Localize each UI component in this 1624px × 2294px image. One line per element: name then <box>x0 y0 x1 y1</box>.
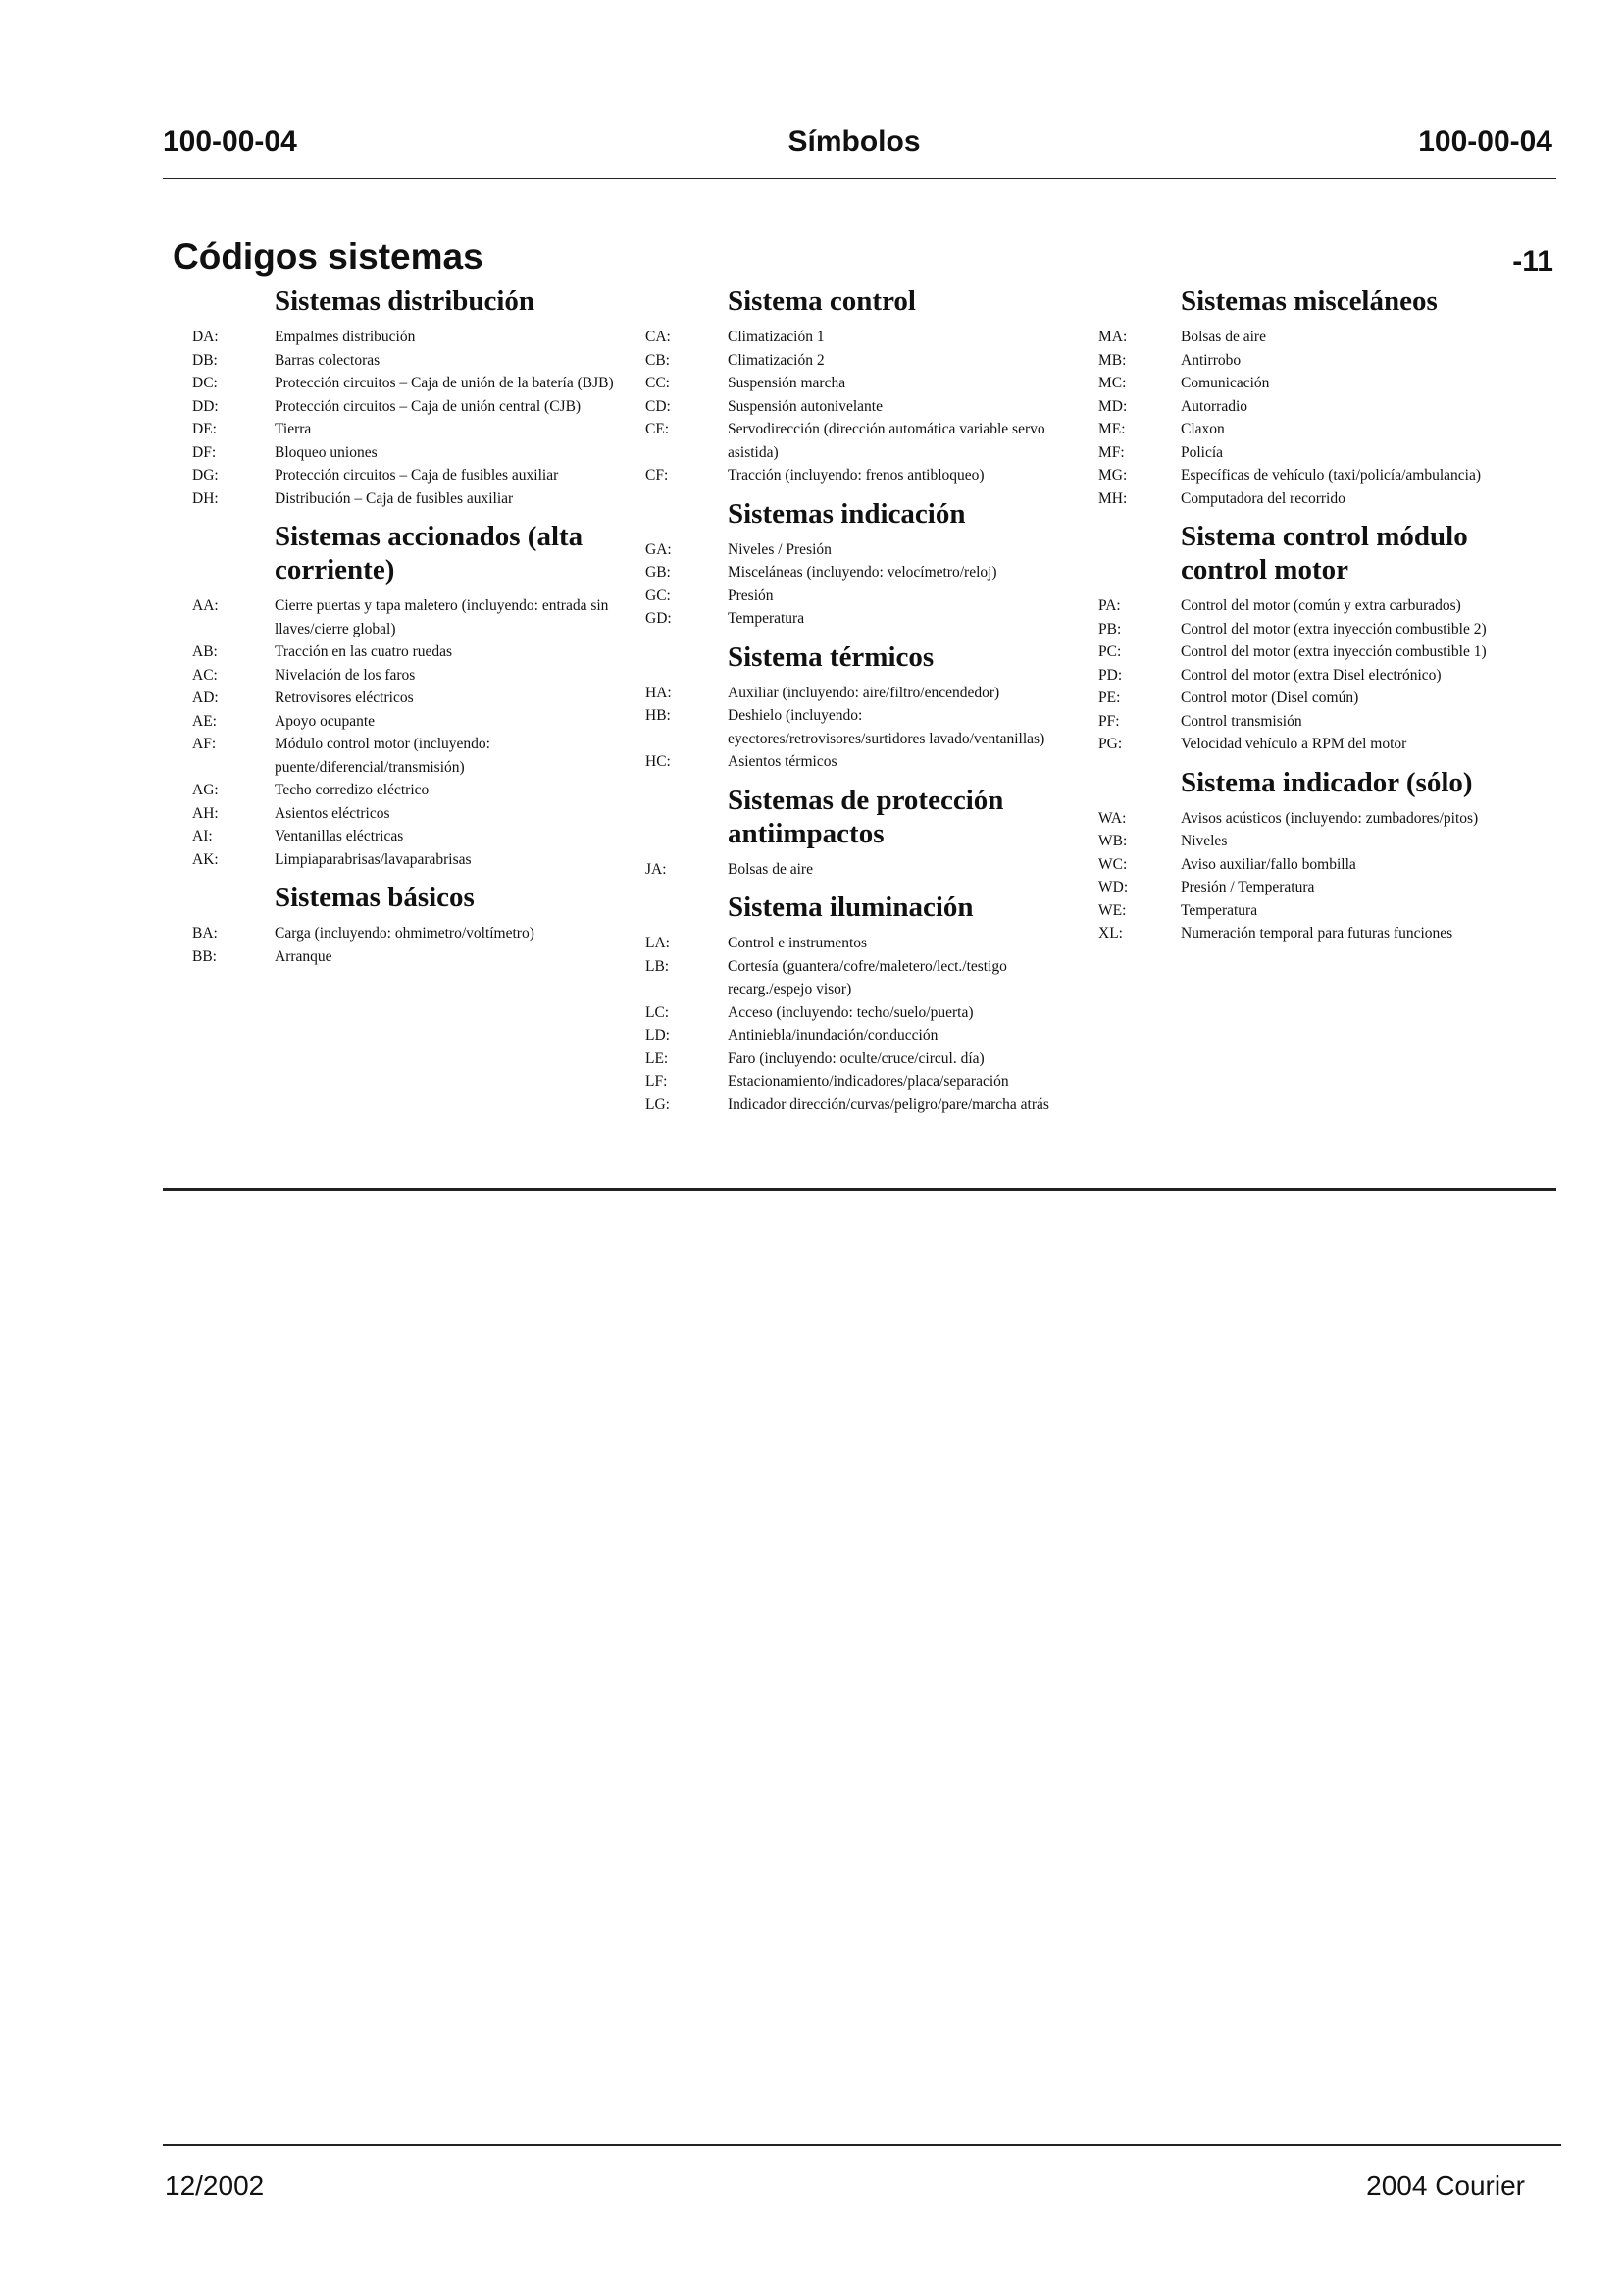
group-title: Sistema indicador (sólo) <box>1181 766 1473 798</box>
entry-description: Niveles / Presión <box>728 540 832 558</box>
entry-description: Antirrobo <box>1181 351 1242 369</box>
code-entry <box>645 395 1057 419</box>
entry-description: Techo corredizo eléctrico <box>275 782 430 798</box>
entry-description: Barras colectoras <box>275 351 381 369</box>
entry-code: GC: <box>645 586 671 604</box>
entry-code: DB: <box>192 351 218 369</box>
code-entry <box>645 561 1057 585</box>
entry-description: Policía <box>1181 443 1224 461</box>
group-title: Sistemas accionados (alta corriente) <box>275 521 584 586</box>
entry-code: MG: <box>1098 467 1128 484</box>
entry-description: Avisos acústicos (incluyendo: zumbadores/pitos) <box>1181 809 1479 827</box>
group-title: Sistemas misceláneos <box>1181 285 1438 317</box>
entry-description: Misceláneas (incluyendo: velocímetro/reloj) <box>728 564 997 581</box>
code-entry <box>192 848 624 872</box>
entry-description: Distribución – Caja de fusibles auxiliar <box>275 489 514 507</box>
entry-description: Acceso (incluyendo: techo/suelo/puerta) <box>728 1003 974 1021</box>
entry-code: LC: <box>645 1003 670 1021</box>
entry-description: Velocidad vehículo a RPM del motor <box>1181 736 1407 752</box>
entry-code: JA: <box>645 860 667 878</box>
code-entry <box>645 1070 1057 1094</box>
code-group <box>192 284 624 510</box>
entry-code: CA: <box>645 329 671 345</box>
header-page-code-left: 100-00-04 <box>163 126 297 158</box>
entry-code: WC: <box>1098 855 1128 873</box>
entry-description: Temperatura <box>1181 901 1258 919</box>
entry-code: LB: <box>645 957 670 975</box>
entry-description: Auxiliar (incluyendo: aire/filtro/encendedor) <box>728 684 1000 701</box>
entry-description: Presión <box>728 586 774 604</box>
code-entry <box>1098 441 1530 465</box>
code-entry <box>645 372 1057 395</box>
entry-description: Cierre puertas y tapa maletero (incluyendo: entrada sin llaves/cierre global) <box>275 597 609 637</box>
code-entry <box>1098 899 1530 923</box>
entry-code: DG: <box>192 467 219 484</box>
entry-code: AE: <box>192 712 217 730</box>
entry-description: Bolsas de aire <box>728 860 813 878</box>
code-group <box>645 640 1057 774</box>
footer-model: 2004 Courier <box>1366 2170 1525 2201</box>
code-entry <box>1098 594 1530 618</box>
code-entry <box>1098 922 1530 945</box>
code-entry <box>645 464 1057 487</box>
entry-code: ME: <box>1098 421 1126 437</box>
entry-code: AD: <box>192 689 219 706</box>
entry-code: WE: <box>1098 901 1127 919</box>
entry-code: CC: <box>645 375 670 391</box>
entry-description: Autorradio <box>1181 397 1248 415</box>
entry-code: DE: <box>192 421 217 437</box>
code-entry <box>1098 372 1530 395</box>
code-entry <box>645 682 1057 705</box>
entry-description: Climatización 1 <box>728 329 825 345</box>
code-entry <box>1098 349 1530 373</box>
code-entry <box>192 349 624 373</box>
group-title: Sistema térmicos <box>728 640 935 673</box>
entry-description: Bloqueo uniones <box>275 443 378 461</box>
entry-description: Asientos eléctricos <box>275 804 390 822</box>
code-entry <box>645 538 1057 562</box>
header-title: Símbolos <box>787 126 921 158</box>
code-entry <box>192 640 624 664</box>
code-entry <box>1098 418 1530 441</box>
entry-description: Aviso auxiliar/fallo bombilla <box>1181 855 1356 873</box>
code-entry <box>1098 487 1530 511</box>
entry-description: Faro (incluyendo: oculte/cruce/circul. día) <box>728 1049 985 1067</box>
group-title: Sistema iluminación <box>728 892 974 923</box>
section-title: Códigos sistemas <box>173 236 483 277</box>
entry-code: CF: <box>645 467 669 484</box>
code-group <box>192 520 624 871</box>
entry-code: CE: <box>645 421 670 437</box>
entry-code: PF: <box>1098 712 1120 730</box>
code-group <box>1098 766 1530 945</box>
entry-description: Protección circuitos – Caja de unión central (CJB) <box>275 397 582 415</box>
entry-code: MF: <box>1098 443 1125 461</box>
entry-description: Tracción (incluyendo: frenos antibloqueo) <box>728 467 985 484</box>
column-3 <box>1098 284 1530 955</box>
entry-description: Control e instrumentos <box>728 935 868 951</box>
entry-code: MA: <box>1098 329 1128 345</box>
entry-code: PC: <box>1098 643 1122 660</box>
code-entry <box>645 1047 1057 1071</box>
code-entry <box>645 418 1057 464</box>
entry-description: Servodirección (dirección automática variable servo asistida) <box>728 421 1045 461</box>
code-entry <box>645 1094 1057 1117</box>
group-title: Sistemas básicos <box>275 882 475 913</box>
entry-description: Computadora del recorrido <box>1181 489 1345 507</box>
section-number: -11 <box>1512 245 1553 278</box>
entry-code: AA: <box>192 597 219 614</box>
group-title: Sistemas de protección antiimpactos <box>728 784 1004 849</box>
entry-code: AB: <box>192 643 218 660</box>
column-2 <box>645 284 1057 1126</box>
entry-code: PE: <box>1098 689 1121 706</box>
entry-code: CD: <box>645 397 671 415</box>
entry-code: AI: <box>192 828 213 844</box>
code-group <box>645 891 1057 1116</box>
entry-code: BA: <box>192 925 218 942</box>
entry-code: CB: <box>645 351 670 369</box>
code-entry <box>645 858 1057 882</box>
entry-description: Antiniebla/inundación/conducción <box>728 1027 939 1044</box>
code-entry <box>192 710 624 734</box>
code-entry <box>192 464 624 487</box>
entry-code: MH: <box>1098 489 1128 507</box>
header-rule <box>163 178 1556 179</box>
entry-description: Tracción en las cuatro ruedas <box>275 643 453 660</box>
code-entry <box>192 733 624 779</box>
code-entry <box>645 955 1057 1001</box>
code-entry <box>645 1001 1057 1025</box>
entry-description: Protección circuitos – Caja de fusibles auxiliar <box>275 467 559 484</box>
entry-description: Control motor (Disel común) <box>1181 689 1359 706</box>
group-title: Sistemas indicación <box>728 497 966 530</box>
header-page-code-right: 100-00-04 <box>1418 126 1552 158</box>
code-group <box>1098 520 1530 756</box>
entry-description: Asientos térmicos <box>728 753 837 770</box>
entry-code: DF: <box>192 443 217 461</box>
code-entry <box>1098 326 1530 349</box>
code-entry <box>1098 733 1530 756</box>
entry-description: Control del motor (común y extra carburados) <box>1181 597 1461 614</box>
entry-description: Protección circuitos – Caja de unión de la batería (BJB) <box>275 375 614 391</box>
column-1 <box>192 284 624 978</box>
entry-code: AG: <box>192 782 219 798</box>
code-entry <box>1098 853 1530 877</box>
entry-code: PA: <box>1098 597 1121 614</box>
entry-code: AF: <box>192 736 217 752</box>
entry-code: MD: <box>1098 397 1128 415</box>
code-entry <box>1098 618 1530 641</box>
entry-description: Módulo control motor (incluyendo: puente/diferencial/transmisión) <box>275 736 490 776</box>
entry-description: Deshielo (incluyendo: eyectores/retrovisores/surtidores lavado/ventanillas) <box>728 707 1045 747</box>
code-entry <box>645 1024 1057 1047</box>
entry-description: Control del motor (extra Disel electrónico) <box>1181 666 1442 684</box>
entry-description: Limpiaparabrisas/lavaparabrisas <box>275 850 472 868</box>
entry-description: Presión / Temperatura <box>1181 879 1315 895</box>
code-entry <box>1098 710 1530 734</box>
entry-description: Suspensión autonivelante <box>728 397 883 415</box>
code-entry <box>645 326 1057 349</box>
code-entry <box>645 704 1057 750</box>
entry-code: WA: <box>1098 809 1127 827</box>
code-entry <box>645 349 1057 373</box>
entry-code: DA: <box>192 329 219 345</box>
entry-code: DD: <box>192 397 219 415</box>
entry-code: LA: <box>645 935 670 951</box>
entry-code: XL: <box>1098 925 1123 942</box>
group-title: Sistema control <box>728 285 916 317</box>
entry-description: Retrovisores eléctricos <box>275 689 414 706</box>
entry-code: WB: <box>1098 833 1128 849</box>
entry-code: GB: <box>645 564 671 581</box>
entry-code: PB: <box>1098 620 1122 637</box>
entry-code: HC: <box>645 753 671 770</box>
code-entry <box>192 779 624 802</box>
entry-code: LF: <box>645 1073 668 1090</box>
code-entry <box>192 372 624 395</box>
group-title: Sistemas distribución <box>275 285 535 317</box>
code-entry <box>1098 876 1530 899</box>
entry-code: AC: <box>192 666 218 684</box>
entry-description: Arranque <box>275 947 332 965</box>
code-entry <box>645 750 1057 774</box>
entry-description: Bolsas de aire <box>1181 329 1266 345</box>
entry-code: LE: <box>645 1049 669 1067</box>
entry-description: Estacionamiento/indicadores/placa/separación <box>728 1073 1009 1090</box>
entry-code: AH: <box>192 804 219 822</box>
entry-code: DH: <box>192 489 219 507</box>
entry-code: GA: <box>645 540 672 558</box>
entry-description: Tierra <box>275 421 312 437</box>
entry-code: MC: <box>1098 375 1127 391</box>
code-group <box>645 497 1057 631</box>
code-entry <box>192 594 624 640</box>
entry-description: Nivelación de los faros <box>275 666 416 684</box>
code-entry <box>1098 830 1530 853</box>
code-entry <box>192 418 624 441</box>
code-group <box>192 881 624 968</box>
footer-rule <box>163 2144 1561 2146</box>
entry-description: Suspensión marcha <box>728 375 846 391</box>
code-group <box>645 284 1057 487</box>
code-entry <box>1098 664 1530 688</box>
entry-description: Niveles <box>1181 833 1228 849</box>
code-entry <box>192 395 624 419</box>
footer-date: 12/2002 <box>165 2170 265 2201</box>
code-entry <box>1098 807 1530 831</box>
code-entry <box>192 326 624 349</box>
code-entry <box>1098 395 1530 419</box>
code-entry <box>192 487 624 511</box>
entry-code: DC: <box>192 375 218 391</box>
code-entry <box>192 825 624 848</box>
entry-description: Apoyo ocupante <box>275 712 376 730</box>
code-entry <box>645 585 1057 608</box>
code-entry <box>192 945 624 969</box>
entry-description: Control del motor (extra inyección combustible 1) <box>1181 643 1487 660</box>
entry-code: PD: <box>1098 666 1123 684</box>
entry-code: LG: <box>645 1096 670 1113</box>
entry-description: Comunicación <box>1181 375 1270 391</box>
entry-description: Temperatura <box>728 610 805 627</box>
entry-code: AK: <box>192 850 219 868</box>
code-entry <box>645 607 1057 631</box>
code-entry <box>1098 640 1530 664</box>
entry-description: Claxon <box>1181 421 1225 437</box>
entry-description: Control transmisión <box>1181 712 1302 730</box>
code-entry <box>1098 464 1530 487</box>
entry-description: Específicas de vehículo (taxi/policía/ambulancia) <box>1181 467 1481 484</box>
entry-description: Cortesía (guantera/cofre/maletero/lect./testigo recarg./espejo visor) <box>728 957 1007 997</box>
entry-code: HB: <box>645 707 671 724</box>
entry-code: PG: <box>1098 736 1123 752</box>
entry-description: Carga (incluyendo: ohmimetro/voltímetro) <box>275 925 534 942</box>
entry-description: Numeración temporal para futuras funciones <box>1181 925 1453 942</box>
entry-code: WD: <box>1098 879 1129 895</box>
code-entry <box>192 664 624 688</box>
code-entry <box>645 932 1057 955</box>
entry-description: Control del motor (extra inyección combustible 2) <box>1181 620 1487 637</box>
entry-description: Indicador dirección/curvas/peligro/pare/marcha atrás <box>728 1096 1049 1113</box>
entry-code: BB: <box>192 947 217 965</box>
entry-description: Ventanillas eléctricas <box>275 828 404 844</box>
code-entry <box>192 922 624 945</box>
entry-code: LD: <box>645 1027 670 1044</box>
entry-description: Climatización 2 <box>728 351 825 369</box>
code-group <box>1098 284 1530 510</box>
code-group <box>645 784 1057 882</box>
entry-code: HA: <box>645 684 672 701</box>
entry-code: GD: <box>645 610 672 627</box>
code-entry <box>192 441 624 465</box>
code-entry <box>192 802 624 826</box>
entry-code: MB: <box>1098 351 1127 369</box>
group-title: Sistema control módulo control motor <box>1181 521 1468 586</box>
content-end-rule <box>163 1188 1556 1191</box>
entry-description: Empalmes distribución <box>275 329 416 345</box>
code-entry <box>192 687 624 710</box>
code-entry <box>1098 687 1530 710</box>
